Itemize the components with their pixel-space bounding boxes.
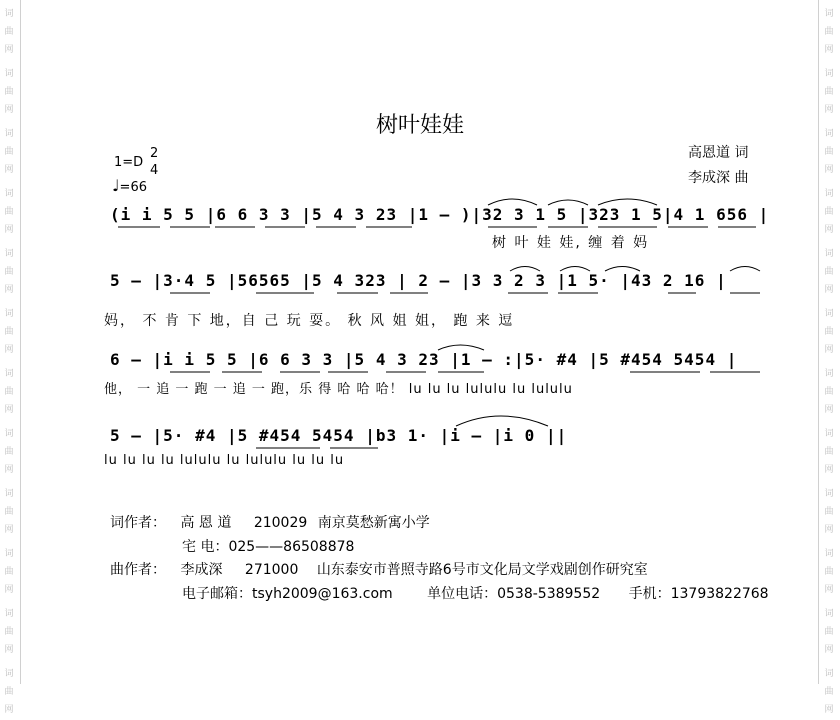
slur	[598, 199, 657, 205]
slur	[510, 267, 540, 272]
watermark-char: 网	[4, 585, 14, 595]
score-line-3-lyrics: 他， 一 追 一 跑 一 追 一 跑，乐 得 哈 哈 哈！ lu lu lu lululu lu lululu	[104, 382, 573, 397]
watermark-char: 词	[4, 69, 14, 79]
tempo-value: =66	[119, 180, 147, 195]
lyricist-credit: 高恩道 词	[688, 145, 749, 161]
watermark-char: 词	[824, 249, 834, 259]
watermark-char: 曲	[824, 567, 834, 577]
watermark-char: 网	[824, 285, 834, 295]
score-line-1-lyrics: 树 叶 娃 娃, 缠 着 妈	[492, 235, 650, 251]
score-line-1-notes: (i i 5 5 |6 6 3 3 |5 4 3 23 |1 – )|32 3 1 5 |323 1 5|4 1 656 |	[110, 205, 770, 224]
composer-label: 曲作者：	[110, 562, 166, 578]
watermark-char: 词	[824, 309, 834, 319]
composer-credit: 李成深 曲	[688, 170, 749, 186]
watermark-char: 词	[824, 189, 834, 199]
score-line-2-lyrics: 妈， 不 肯 下 地，自 己 玩 耍。 秋 风 姐 姐， 跑 来 逗	[104, 313, 515, 329]
slur	[456, 416, 548, 426]
watermark-char: 曲	[4, 447, 14, 457]
watermark-char: 网	[824, 705, 834, 715]
watermark-char: 词	[4, 129, 14, 139]
watermark-char: 词	[4, 669, 14, 679]
song-title: 树叶娃娃	[375, 113, 464, 138]
watermark-char: 词	[824, 609, 834, 619]
watermark-char: 词	[4, 9, 14, 19]
watermark-char: 曲	[824, 507, 834, 517]
watermark-char: 词	[4, 309, 14, 319]
slur	[438, 345, 484, 350]
watermark-char: 曲	[4, 27, 14, 37]
watermark-char: 词	[4, 369, 14, 379]
lyricist-name: 高 恩 道	[180, 515, 232, 531]
slur	[548, 200, 588, 205]
score-line-4-notes: 5 – |5· #4 |5 #454 5454 |b3 1· |i – |i 0 ||	[110, 426, 568, 445]
lyricist-postcode: 210029	[253, 515, 308, 531]
watermark-char: 曲	[4, 627, 14, 637]
watermark-char: 曲	[4, 87, 14, 97]
composer-name: 李成深	[180, 562, 223, 578]
watermark-char: 网	[824, 345, 834, 355]
watermark-char: 网	[4, 645, 14, 655]
watermark-char: 词	[824, 9, 834, 19]
email: 电子邮箱：tsyh2009@163.com	[182, 586, 393, 602]
watermark-char: 曲	[824, 87, 834, 97]
watermark-char: 网	[824, 165, 834, 175]
time-numerator: 2	[150, 146, 159, 161]
watermark-char: 词	[4, 249, 14, 259]
watermark-char: 网	[824, 465, 834, 475]
watermark-char: 词	[824, 429, 834, 439]
watermark-char: 词	[824, 369, 834, 379]
watermark-char: 词	[4, 429, 14, 439]
watermark-char: 网	[824, 45, 834, 55]
home-phone: 宅 电：025——86508878	[182, 539, 355, 555]
composer-info	[110, 559, 648, 579]
watermark-char: 词	[4, 609, 14, 619]
watermark-char: 网	[824, 405, 834, 415]
slur	[560, 267, 590, 272]
watermark-char: 网	[4, 285, 14, 295]
watermark-char: 曲	[824, 447, 834, 457]
watermark-char: 曲	[4, 147, 14, 157]
score-line-4-lyrics: lu lu lu lu lululu lu lululu lu lu lu	[104, 453, 345, 468]
watermark-char: 网	[4, 345, 14, 355]
watermark-char: 曲	[824, 387, 834, 397]
watermark-char: 曲	[824, 687, 834, 697]
watermark-char: 词	[824, 129, 834, 139]
watermark-char: 曲	[4, 267, 14, 277]
watermark-char: 曲	[824, 207, 834, 217]
watermark-char: 网	[4, 405, 14, 415]
watermark-char: 词	[824, 549, 834, 559]
watermark-char: 网	[824, 645, 834, 655]
watermark-char: 曲	[824, 327, 834, 337]
watermark-char: 词	[4, 189, 14, 199]
watermark-char: 曲	[824, 267, 834, 277]
quarter-note-icon: ♩	[112, 176, 120, 195]
watermark-char: 网	[4, 165, 14, 175]
watermark-char: 词	[824, 489, 834, 499]
watermark-char: 曲	[4, 207, 14, 217]
watermark-char: 词	[824, 69, 834, 79]
watermark-char: 词	[824, 669, 834, 679]
watermark-char: 网	[824, 525, 834, 535]
lyricist-address: 南京莫愁新寓小学	[317, 515, 430, 531]
work-phone: 单位电话：0538-5389552	[427, 586, 601, 602]
slur	[730, 267, 760, 272]
watermark-char: 网	[824, 585, 834, 595]
watermark-char: 网	[4, 105, 14, 115]
lyricist-info	[110, 512, 430, 532]
watermark-char: 词	[4, 489, 14, 499]
watermark-char: 网	[4, 525, 14, 535]
lyricist-label: 词作者：	[110, 515, 166, 531]
watermark-char: 曲	[4, 327, 14, 337]
watermark-char: 曲	[824, 147, 834, 157]
score-line-3-notes: 6 – |i i 5 5 |6 6 3 3 |5 4 3 23 |1 – :|5· #4 |5 #454 5454 |	[110, 350, 738, 369]
watermark-char: 曲	[824, 27, 834, 37]
composer-postcode: 271000	[244, 562, 299, 578]
score-line-2-notes: 5 – |3·4 5 |56565 |5 4 323 | 2 – |3 3 2 3 |1 5· |43 2 16 |	[110, 271, 727, 290]
mobile-phone: 手机：13793822768	[628, 586, 769, 602]
slur	[605, 267, 640, 272]
contact-line	[182, 583, 769, 603]
watermark-char: 曲	[4, 387, 14, 397]
watermark-char: 曲	[4, 567, 14, 577]
time-denominator: 4	[150, 163, 159, 178]
key-signature: 1=D	[114, 155, 144, 170]
watermark-char: 网	[4, 45, 14, 55]
watermark-char: 网	[4, 705, 14, 715]
watermark-char: 网	[4, 465, 14, 475]
slur	[488, 199, 537, 205]
watermark-char: 词	[4, 549, 14, 559]
watermark-char: 曲	[824, 627, 834, 637]
composer-address: 山东泰安市普照寺路6号市文化局文学戏剧创作研究室	[316, 562, 648, 578]
watermark-char: 曲	[4, 507, 14, 517]
watermark-char: 网	[824, 105, 834, 115]
watermark-char: 网	[4, 225, 14, 235]
watermark-char: 网	[824, 225, 834, 235]
watermark-char: 曲	[4, 687, 14, 697]
